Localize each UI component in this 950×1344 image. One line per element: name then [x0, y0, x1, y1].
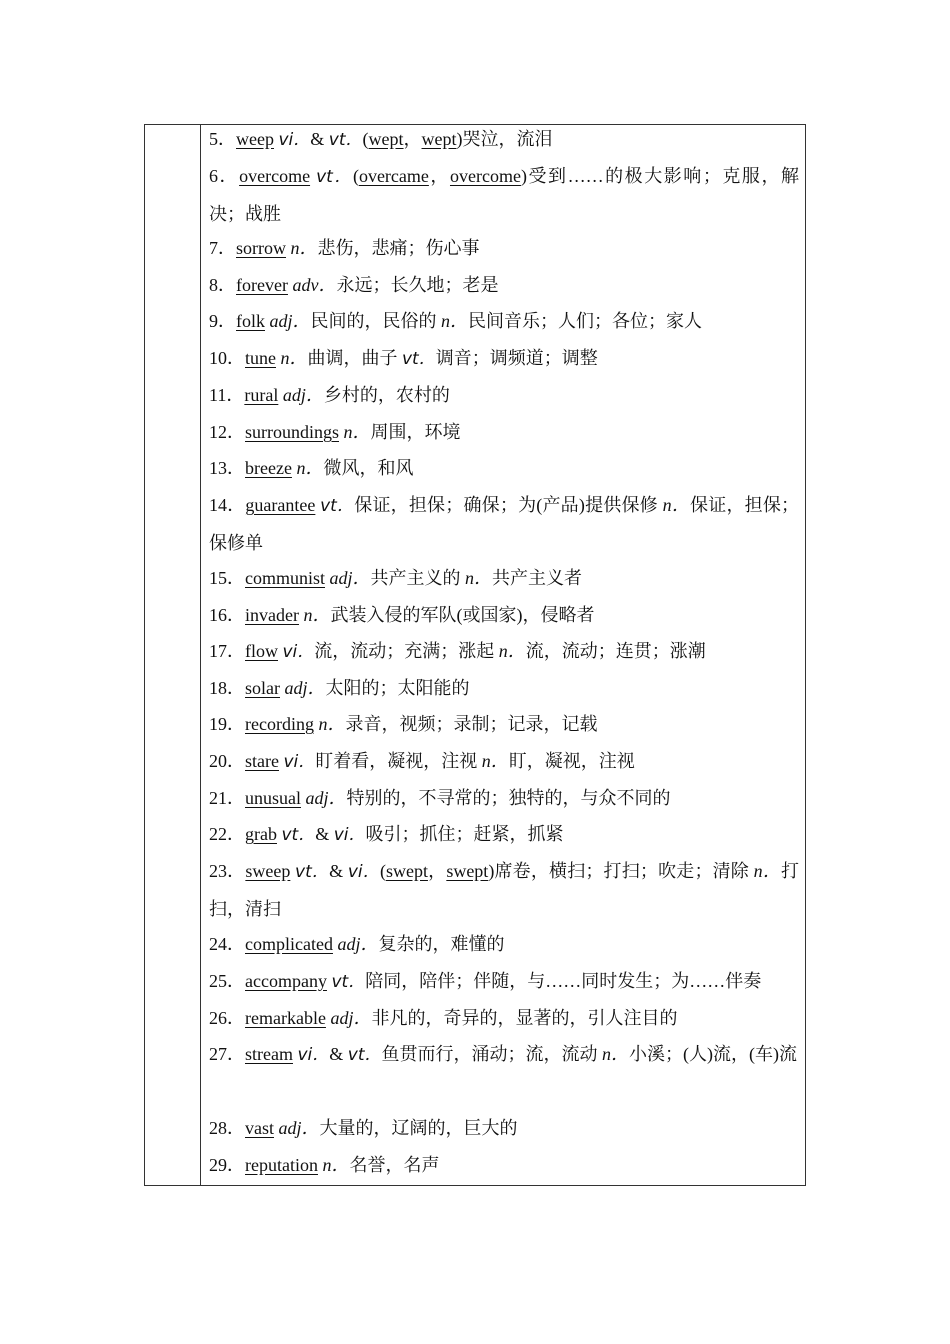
entry-word: breeze: [245, 458, 292, 478]
part-of-speech: adj．: [329, 568, 371, 588]
entry-definition: 陪同，陪伴；伴随，与……同时发生；为……伴奏: [365, 971, 762, 991]
entry-number: 5．: [209, 129, 236, 149]
entry-word: folk: [236, 311, 265, 331]
part-of-speech: n．: [602, 1044, 630, 1064]
list-item: [209, 743, 799, 781]
entry-definition: 永远；长久地；老是: [336, 275, 499, 295]
entry-word: grab: [245, 824, 277, 844]
entry-number: 15．: [209, 568, 245, 588]
list-item: [209, 267, 799, 304]
list-item: [209, 963, 799, 1001]
entry-definition: 民间音乐；人们；各位；家人: [468, 311, 703, 331]
entry-number: 22．: [209, 824, 245, 844]
part-of-speech: vi．: [347, 862, 380, 882]
list-item: [209, 340, 799, 378]
list-item: [209, 1110, 799, 1147]
entry-word: forever: [236, 275, 288, 295]
entry-number: 12．: [209, 422, 245, 442]
entry-definition: 非凡的，奇异的，显著的，引人注目的: [371, 1008, 678, 1028]
part-of-speech: n．: [322, 1155, 350, 1175]
part-of-speech: vt．: [320, 496, 355, 516]
entry-definition: 民间的，民俗的: [310, 311, 437, 331]
part-of-speech: adj．: [282, 385, 324, 405]
part-of-speech: vi．: [283, 752, 316, 772]
part-of-speech: n．: [481, 751, 509, 771]
list-item: [209, 670, 799, 707]
entry-number: 28．: [209, 1118, 245, 1138]
part-of-speech: vi．: [282, 642, 315, 662]
list-item: 6．overcome vt．(overcame，overcome)受到……的极大影响；克服，解决；战胜: [209, 166, 800, 224]
list-item: [209, 303, 799, 340]
entry-definition: 小溪；(人)流，(车)流: [629, 1044, 798, 1064]
part-of-speech: vi．: [278, 130, 311, 150]
entry-number: 19．: [209, 714, 245, 734]
entry-word: flow: [245, 641, 278, 661]
entry-word: overcome: [239, 166, 311, 186]
entry-definition: 打扫，清扫: [209, 861, 800, 919]
entry-definition: 太阳的；太阳能的: [325, 678, 470, 698]
list-item: [209, 1147, 799, 1184]
entry-definition: 盯，凝视，注视: [508, 751, 635, 771]
entry-number: 23．: [209, 861, 246, 881]
vocabulary-table: [144, 124, 806, 1186]
part-of-speech: n．: [662, 495, 691, 515]
part-of-speech: n．: [303, 605, 331, 625]
blank-left-column: [145, 125, 201, 1185]
entry-definition: 鱼贯而行，涌动；流，流动: [381, 1044, 598, 1064]
entry-definition: 吸引；抓住；赶紧，抓紧: [365, 824, 564, 844]
entry-number: 8．: [209, 275, 236, 295]
part-of-speech: n．: [343, 422, 371, 442]
entry-definition: 受到……的极大影响；克服，解决；战胜: [209, 166, 800, 224]
list-item: [209, 487, 799, 562]
list-item: [209, 414, 799, 451]
part-of-speech: vt．: [328, 130, 363, 150]
part-of-speech: vi．: [333, 825, 366, 845]
entry-word: rural: [244, 385, 279, 405]
entry-definition: 共产主义的: [370, 568, 461, 588]
entry-definition: 微风，和风: [323, 458, 414, 478]
list-item: [209, 780, 799, 817]
irregular-form: wept: [368, 129, 404, 149]
entry-definition: 流，流动；连贯；涨潮: [525, 641, 706, 661]
part-of-speech: n．: [280, 348, 308, 368]
part-of-speech: vt．: [281, 825, 316, 845]
entry-word: remarkable: [245, 1008, 326, 1028]
list-item: [209, 377, 799, 414]
entry-word: complicated: [245, 934, 333, 954]
entry-definition: 录音，视频；录制；记录，记载: [345, 714, 598, 734]
entry-number: 16．: [209, 605, 245, 625]
list-item: 5．weep vi．& vt．(wept，wept)哭泣，流泪: [209, 129, 553, 150]
list-item: [209, 230, 799, 267]
entry-word: surroundings: [245, 422, 339, 442]
entry-number: 10．: [209, 348, 245, 368]
list-item: [209, 706, 799, 743]
entry-word: invader: [245, 605, 299, 625]
entry-number: 13．: [209, 458, 245, 478]
list-item: [209, 1036, 799, 1074]
entry-number: 25．: [209, 971, 245, 991]
entry-word: recording: [245, 714, 314, 734]
entry-word: stare: [245, 751, 279, 771]
entry-definition: 曲调，曲子: [307, 348, 398, 368]
entry-word: communist: [245, 568, 325, 588]
entry-definition: 大量的，辽阔的，巨大的: [319, 1118, 518, 1138]
entry-number: 24．: [209, 934, 245, 954]
entry-definition: 保证，担保；保修单: [209, 495, 800, 553]
irregular-form: overcome: [449, 166, 521, 186]
list-item: [209, 816, 799, 854]
list-item: [209, 1000, 799, 1037]
part-of-speech: n．: [498, 641, 526, 661]
list-item: [209, 633, 799, 671]
entry-connector: &: [329, 861, 348, 881]
part-of-speech: adj．: [330, 1008, 372, 1028]
entry-definition: 共产主义者: [492, 568, 583, 588]
entry-word: solar: [245, 678, 280, 698]
entry-word: vast: [245, 1118, 274, 1138]
entry-number: 17．: [209, 641, 245, 661]
entry-definition: 特别的，不寻常的；独特的，与众不同的: [346, 788, 671, 808]
part-of-speech: n．: [441, 311, 469, 331]
part-of-speech: adj．: [305, 788, 347, 808]
entry-definition: 复杂的，难懂的: [378, 934, 505, 954]
entry-definition: 席卷，横扫；打扫；吹走；清除: [494, 861, 749, 881]
entry-word: weep: [236, 129, 274, 149]
part-of-speech: vt．: [347, 1045, 382, 1065]
part-of-speech: adj．: [337, 934, 379, 954]
entry-connector: &: [310, 129, 329, 149]
entry-word: guarantee: [245, 495, 316, 515]
entry-word: stream: [245, 1044, 293, 1064]
entry-number: 20．: [209, 751, 245, 771]
entry-connector: &: [315, 824, 334, 844]
part-of-speech: n．: [318, 714, 346, 734]
list-item: [209, 926, 799, 963]
part-of-speech: n．: [290, 238, 318, 258]
entry-definition: 调音；调频道；调整: [435, 348, 598, 368]
entry-definition: 悲伤，悲痛；伤心事: [317, 238, 480, 258]
entry-number: 9．: [209, 311, 236, 331]
part-of-speech: adj．: [269, 311, 311, 331]
entry-number: 26．: [209, 1008, 245, 1028]
entry-word: tune: [245, 348, 276, 368]
entry-definition: 流，流动；充满；涨起: [314, 641, 495, 661]
vocabulary-list: [201, 125, 805, 1185]
entry-definition: 保证，担保；确保；为(产品)提供保修: [354, 495, 658, 515]
part-of-speech: adj．: [284, 678, 326, 698]
part-of-speech: vt．: [295, 862, 330, 882]
part-of-speech: adv．: [292, 275, 337, 295]
part-of-speech: n．: [465, 568, 493, 588]
list-item: [209, 597, 799, 634]
entry-number: 27．: [209, 1044, 245, 1064]
entry-connector: &: [329, 1044, 348, 1064]
part-of-speech: vi．: [297, 1045, 330, 1065]
entry-definition: 乡村的，农村的: [323, 385, 450, 405]
list-item: [209, 450, 799, 487]
irregular-form: wept: [421, 129, 457, 149]
part-of-speech: adj．: [278, 1118, 320, 1138]
entry-number: 11．: [209, 385, 245, 405]
list-item: 23．sweep vt．& vi．(swept，swept)席卷，横扫；打扫；吹走；清除 n．打扫，清扫: [209, 861, 800, 919]
entry-word: reputation: [245, 1155, 318, 1175]
entry-number: 6．: [209, 166, 240, 186]
part-of-speech: vt．: [402, 349, 436, 369]
entry-word: accompany: [245, 971, 327, 991]
part-of-speech: n．: [296, 458, 324, 478]
entry-number: 7．: [209, 238, 236, 258]
part-of-speech: vt．: [316, 167, 353, 187]
irregular-form: swept: [385, 861, 428, 881]
entry-definition: 盯着看，凝视，注视: [315, 751, 478, 771]
entry-number: 18．: [209, 678, 245, 698]
entry-word: sweep: [245, 861, 291, 881]
part-of-speech: n．: [753, 861, 782, 881]
entry-definition: 武装入侵的军队(或国家)，侵略者: [330, 605, 595, 625]
irregular-form: overcame: [358, 166, 429, 186]
entry-number: 21．: [209, 788, 245, 808]
part-of-speech: vt．: [331, 972, 366, 992]
entry-number: 14．: [209, 495, 246, 515]
irregular-form: swept: [446, 861, 489, 881]
entry-number: 29．: [209, 1155, 245, 1175]
entry-word: sorrow: [236, 238, 286, 258]
entry-definition: 名誉，名声: [349, 1155, 440, 1175]
entry-definition: 周围，环境: [370, 422, 461, 442]
list-item: [209, 560, 799, 597]
entry-word: unusual: [245, 788, 301, 808]
